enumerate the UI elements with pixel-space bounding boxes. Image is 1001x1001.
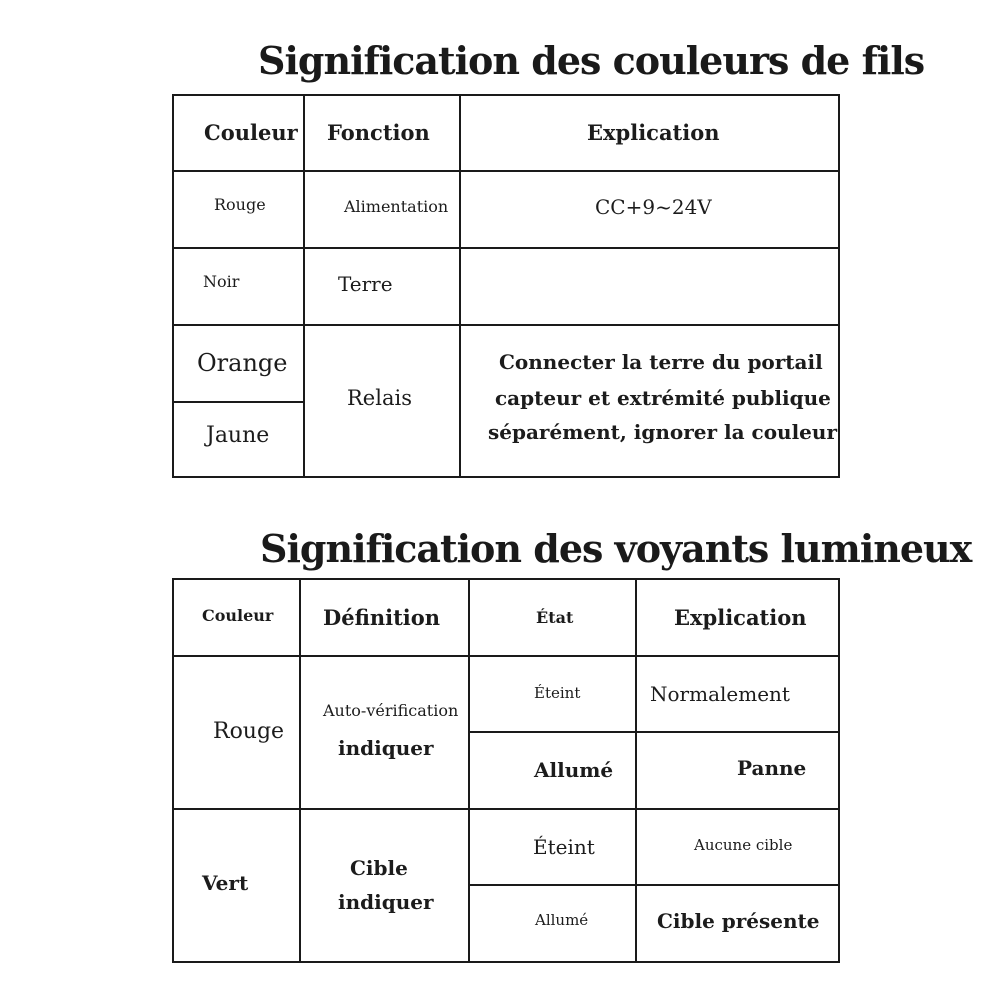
table-cell — [636, 885, 839, 962]
table-cell — [636, 656, 839, 732]
table-row — [173, 809, 839, 885]
table-cell — [300, 809, 469, 962]
explanation-green-on: Cible présente — [657, 909, 820, 933]
header-definition: Définition — [323, 605, 441, 630]
definition-green-line-2: indiquer — [338, 890, 434, 914]
wire-color-red: Rouge — [214, 195, 266, 214]
header-cell — [304, 95, 460, 171]
table-header-row — [173, 95, 839, 171]
table-row — [173, 171, 839, 248]
explanation-red-off: Normalement — [650, 682, 790, 706]
wire-explanation-relay-line-3: séparément, ignorer la couleur — [488, 420, 837, 444]
light-color-green: Vert — [202, 871, 249, 895]
table-cell — [636, 732, 839, 809]
wire-explanation-power: CC+9~24V — [595, 195, 712, 219]
table-row — [173, 325, 839, 402]
wire-explanation-relay-line-1: Connecter la terre du portail — [499, 350, 823, 374]
table-row — [173, 248, 839, 325]
definition-green-line-1: Cible — [350, 856, 408, 880]
state-red-off: Éteint — [534, 684, 581, 702]
table-cell — [469, 732, 636, 809]
wire-color-orange: Orange — [197, 349, 288, 377]
header-explanation: Explication — [587, 120, 720, 145]
indicator-lights-table — [172, 578, 840, 963]
wire-colors-title: Signification des couleurs de fils — [258, 38, 925, 83]
wire-color-yellow: Jaune — [206, 423, 270, 448]
table-cell — [636, 809, 839, 885]
wire-color-black: Noir — [203, 272, 240, 291]
table-cell — [173, 171, 304, 248]
definition-red-line-2: indiquer — [338, 736, 434, 760]
table-cell — [460, 171, 839, 248]
header-cell — [636, 579, 839, 656]
definition-red-line-1: Auto-vérification — [323, 701, 459, 720]
header-function: Fonction — [327, 120, 430, 145]
table-row — [173, 656, 839, 732]
header-cell — [460, 95, 839, 171]
header-cell — [300, 579, 469, 656]
wire-colors-table — [172, 94, 840, 478]
wire-function-relay: Relais — [347, 386, 412, 410]
table-header-row — [173, 579, 839, 656]
header-state: État — [536, 608, 574, 627]
table-cell — [460, 325, 839, 477]
state-red-on: Allumé — [534, 758, 614, 782]
table-cell — [469, 885, 636, 962]
header-cell — [469, 579, 636, 656]
explanation-green-off: Aucune cible — [694, 836, 793, 854]
table-cell — [304, 325, 460, 477]
header-cell — [173, 95, 304, 171]
table-cell — [173, 402, 304, 477]
state-green-off: Éteint — [533, 835, 595, 859]
table-cell — [469, 809, 636, 885]
table-cell — [173, 325, 304, 402]
table-cell — [173, 656, 300, 809]
header-color: Couleur — [202, 606, 274, 625]
explanation-red-on: Panne — [737, 756, 807, 780]
wire-function-power: Alimentation — [344, 197, 449, 216]
header-color: Couleur — [204, 120, 298, 145]
header-cell — [173, 579, 300, 656]
wire-function-ground: Terre — [338, 272, 393, 296]
table-cell — [304, 171, 460, 248]
wire-explanation-relay-line-2: capteur et extrémité publique — [495, 386, 831, 410]
table-cell — [300, 656, 469, 809]
table-cell — [173, 809, 300, 962]
table-cell — [469, 656, 636, 732]
state-green-on: Allumé — [535, 911, 589, 929]
table-cell — [304, 248, 460, 325]
light-color-red: Rouge — [213, 719, 285, 744]
table-cell — [173, 248, 304, 325]
header-explanation: Explication — [674, 605, 807, 630]
indicator-lights-title: Signification des voyants lumineux — [260, 526, 972, 571]
table-cell — [460, 248, 839, 325]
